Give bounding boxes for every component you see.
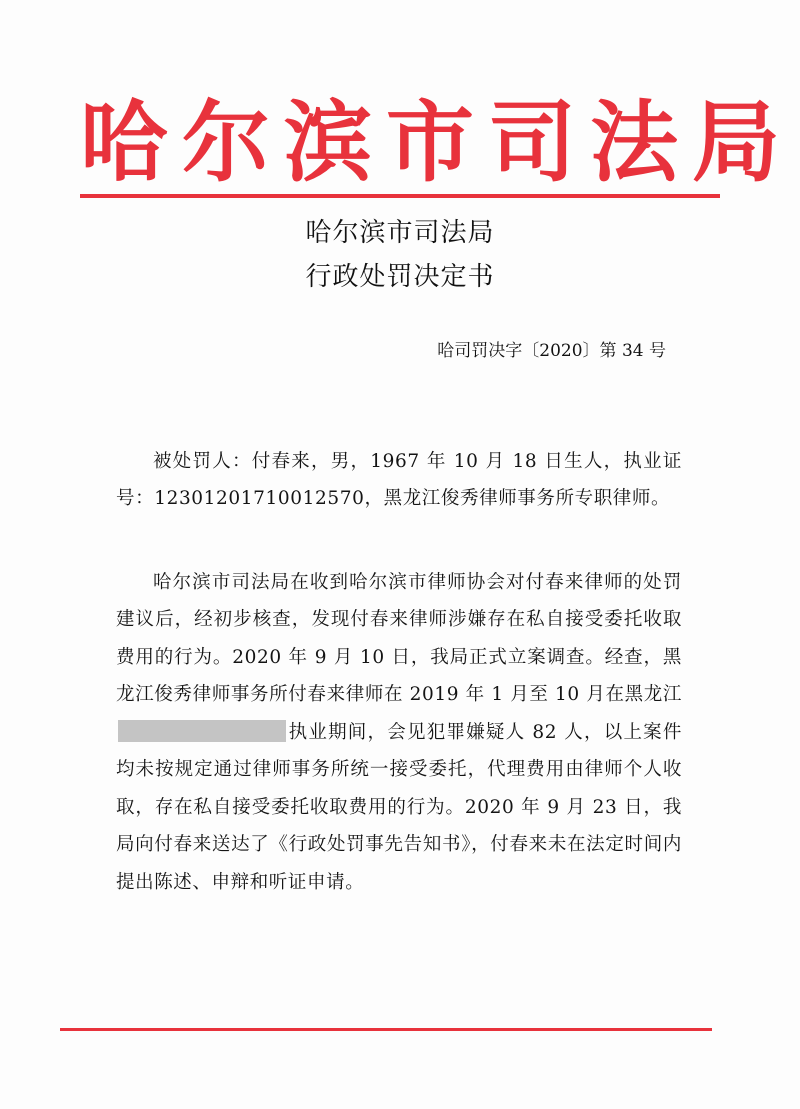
letterhead-red-rule bbox=[80, 194, 720, 198]
paragraph-investigation bbox=[116, 564, 682, 902]
redaction-block bbox=[118, 720, 286, 742]
document-number: 哈司罚决字〔2020〕第 34 号 bbox=[437, 341, 666, 361]
document-title-line-2: 行政处罚决定书 bbox=[305, 262, 495, 292]
footer-red-rule bbox=[60, 1028, 712, 1031]
paragraph-investigation-part-2: 执业期间，会见犯罪嫌疑人 82 人，以上案件均未按规定通过律师事务所统一接受委托，代理费用由律师个人收取，存在私自接受委托收取费用的行为。2020 年 9 月 23 日，我局向付春来送达了《行政处罚事先告知书》，付春来未在法定时间内提出陈述、申辩和听证申请。 bbox=[116, 721, 682, 893]
document-title-line-1: 哈尔滨市司法局 bbox=[305, 218, 495, 248]
paragraph-penalized-party: 被处罚人：付春来，男，1967 年 10 月 18 日生人，执业证号：12301201710012570，黑龙江俊秀律师事务所专职律师。 bbox=[116, 450, 682, 509]
letterhead-title: 哈尔滨市司法局 bbox=[80, 90, 795, 194]
paragraph-investigation-part-1: 哈尔滨市司法局在收到哈尔滨市律师协会对付春来律师的处罚建议后，经初步核查，发现付春来律师涉嫌存在私自接受委托收取费用的行为。2020 年 9 月 10 日，我局正式立案调查。经查，黑龙江俊秀律师事务所付春来律师在 2019 年 1 月至 10 月在黑龙江 bbox=[116, 571, 682, 705]
